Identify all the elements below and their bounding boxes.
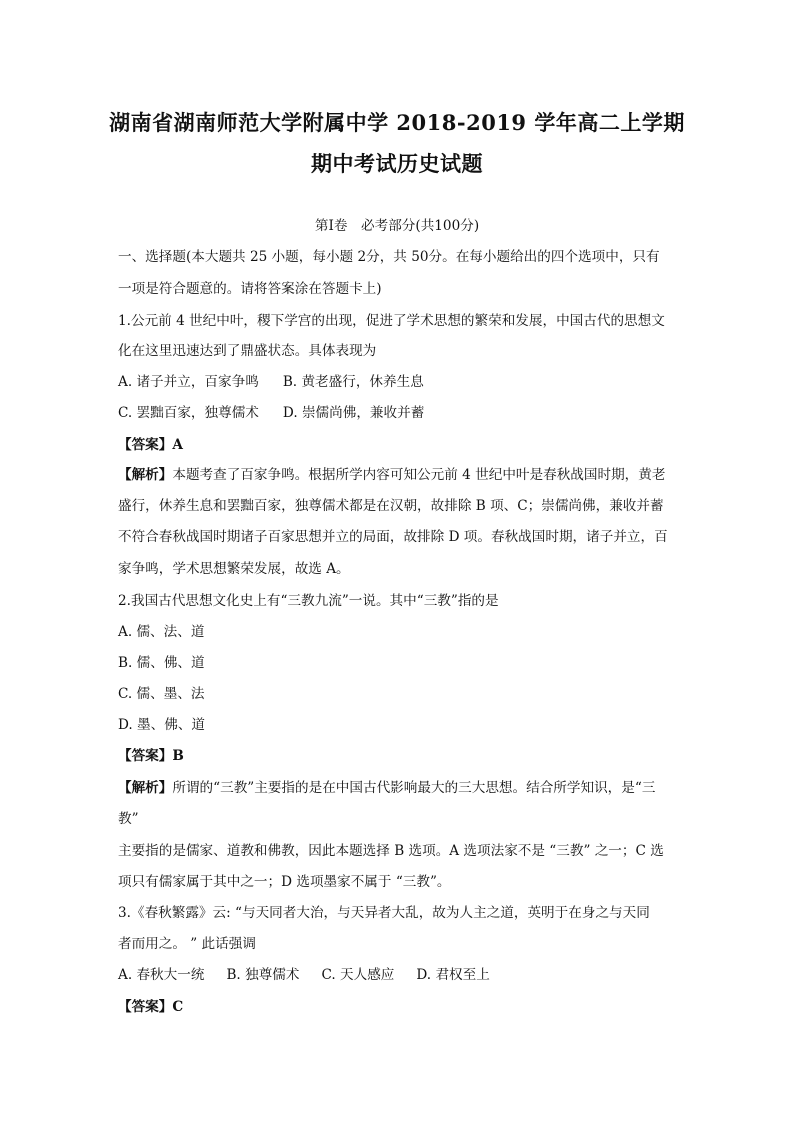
q1-stem-line1: 1.公元前 4 世纪中叶，稷下学宫的出现，促进了学术思想的繁荣和发展，中国古代的思想文 [118,313,665,329]
q3-options-row [118,966,490,984]
page-title-line1: 湖南省湖南师范大学附属中学 2018-2019 学年高二上学期 [109,110,685,135]
q1-answer: 【答案】A [118,437,183,453]
q3-option-b: B. 独尊儒术 [226,967,300,983]
q1-option-d: D. 崇儒尚佛，兼收并蓄 [282,405,425,421]
q2-analysis-line4: 项只有儒家属于其中之一；D 选项墨家不属于 “三教”。 [118,874,451,890]
q2-analysis-text1: 所谓的“三教”主要指的是在中国古代影响最大的三大思想。结合所学知识，是“三 [172,780,656,796]
q1-analysis-label: 【解析】 [118,467,173,483]
section-heading: 第Ⅰ卷 必考部分(共100分) [314,218,480,234]
q1-option-c: C. 罢黜百家，独尊儒术 [118,405,259,421]
q1-option-a: A. 诸子并立，百家争鸣 [118,374,259,390]
instructions-line1: 一、选择题(本大题共 25 小题，每小题 2分，共 50分。在每小题给出的四个选项中，只有 [118,249,660,265]
q2-analysis-line2: 教” [118,811,139,827]
q2-option-b: B. 儒、佛、道 [118,655,205,671]
q2-answer: 【答案】B [118,748,184,764]
q1-stem-line2: 化在这里迅速达到了鼎盛状态。具体表现为 [118,343,377,359]
q1-analysis-line2: 盛行，休养生息和罢黜百家，独尊儒术都是在汉朝，故排除 B 项、C；崇儒尚佛，兼收并蓄 [118,498,664,514]
q3-option-a: A. 春秋大一统 [118,967,205,983]
q3-option-c: C. 天人感应 [321,967,395,983]
q2-analysis-label: 【解析】 [118,780,173,796]
q1-options-row1 [118,373,424,391]
q3-answer: 【答案】C [118,999,184,1015]
q1-analysis-line3: 不符合春秋战国时期诸子百家思想并立的局面，故排除 D 项。春秋战国时期，诸子并立，百 [118,529,668,545]
page-title-line2: 期中考试历史试题 [311,151,483,176]
q1-option-b: B. 黄老盛行，休养生息 [282,374,424,390]
q3-stem-line1: 3.《春秋繁露》云: “与天同者大治，与天异者大乱，故为人主之道，英明于在身之与天同 [118,905,650,921]
q2-option-d: D. 墨、佛、道 [118,717,206,733]
q2-analysis-line1 [118,779,655,797]
q2-stem-line1: 2.我国古代思想文化史上有“三教九流”一说。其中“三教”指的是 [118,593,499,609]
instructions-line2: 一项是符合题意的。请将答案涂在答题卡上) [118,281,382,297]
q3-stem-line2: 者而用之。 ” 此话强调 [118,936,256,952]
q2-option-c: C. 儒、墨、法 [118,686,205,702]
q1-analysis-line1 [118,466,665,484]
q2-option-a: A. 儒、法、道 [118,624,205,640]
q1-analysis-text1: 本题考查了百家争鸣。根据所学内容可知公元前 4 世纪中叶是春秋战国时期，黄老 [172,467,666,483]
q1-options-row2 [118,404,424,422]
q3-option-d: D. 君权至上 [416,967,490,983]
q1-analysis-line4: 家争鸣，学术思想繁荣发展，故选 A。 [118,561,350,577]
q2-analysis-line3: 主要指的是儒家、道教和佛教，因此本题选择 B 选项。A 选项法家不是 “三教” 之一；C 选 [118,843,664,859]
